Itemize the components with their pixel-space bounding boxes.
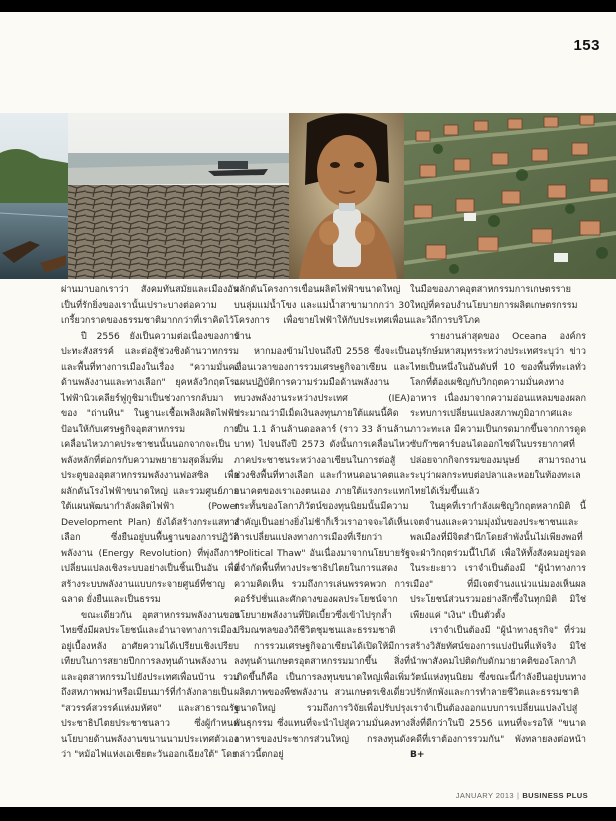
paragraph: การรวมเศรษฐกิจอาเซียนได้เปิดให้มีการลงทุนด้านเกษตรอุตสาหกรรมมากขึ้น สิ่งที่เกิดขึ้นก็คือ เป็นการลงทุนขนาดใหญ่เพื่อเพิ่มผลิตภาพของพืชพลังงาน สวนเกษตรเชิงเดี่ยวขนาดใหญ่ รวมถึงการวิจัยเพื่อปรับปรุงพันธุกรรม ซึ่งแทนที่จะนำไปสู่ความมั่นคงทางอาหารของประชากรส่วนใหญ่ กรลงทุนดังกล่าวนี้ตกอยู่ — [234, 641, 410, 760]
paragraph: รายงานล่าสุดของ Oceana องค์กรอนุรักษ์มหาสมุทรระหว่างประเทศระบุว่า ข่าวไทยเป็นหนึ่งในอันดับที่ 10 ของพื้นที่ทะเลทั่วโลกที่ต้องเผชิญกับวิกฤตความมั่นคงทางอาหาร เนื่องมาจากความอ่อนแหลมของผลกระทบการเปลี่ยนแปลงสภาพภูมิอากาศและภาวะทะเล มีความเป็นกรดมากขึ้นจากการดูดซับก๊าซคาร์บอนไดออกไซด์ในบรรยากาศที่ปล่อยจากกิจกรรมของมนุษย์ สามารถงานระบุว่าผลกระทบต่อปลาและหอยในท้องทะเลไทยได้เริ่มขึ้นแล้ว — [410, 331, 586, 497]
paragraph: หากมองข้ามไปจนถึงปี 2558 ซึ่งจะเป็นเงื่อนเวลาของการรวมเศรษฐกิจอาเซียน และแผนปฏิบัติการความร่วมมือด้านพลังงาน ทบวงพลังงานระหว่างประเทศ (IEA) ประมาณว่ามีเม็ดเงินลงทุนภายใต้แผนนี้คิดเป็น 1.1 ล้านล้านดอลลาร์ (ราว 33 ล้านล้านบาท) ไปจนถึงปี 2573 ดังนั้นการเคลื่อนไหวภาคประชาชนระหว่างอาเซียนในการต่อสู้ช่วงชิงพื้นที่ทางเลือก และกำหนดอนาคตและอนาคตของเราเองตนเอง ภายใต้แรงกระแทกกระทั้นของโลกาภิวัตน์ของทุนนิยมนั้นมีความสำคัญเป็นอย่างยิ่งไม่ช้าก็เร็วเราอาจจะได้เห็นการเปลี่ยนแปลงทางการเมืองที่เรียกว่า "Political Thaw" อันเนื่องมาจากนโยบายรัฐที่จำกัดพื้นที่ทางประชาธิปไตยในการแสดงความคิดเห็น รวมถึงการเล่นพรรคพวก การคอร์รัปชั่นและศักดางของผลประโยชน์จากนโยบายพลังงานที่ปิดเบี้ยวซึ่งเข้าไปรุกล้ำปริมณฑลของวิถีชีวิตชุมชนและธรรมชาติ — [234, 347, 410, 636]
paragraph: ในมือของภาคอุตสาหกรรมการเกษตรรายใหญ่ที่ครอบงำนโยบายการผลิตเกษตรกรรมและวิถีการบริโภค — [410, 285, 578, 326]
dry-riverbed-photo — [68, 113, 289, 279]
article-column-1 — [61, 283, 239, 764]
child-water-bottle-photo — [289, 113, 404, 279]
paragraph: ผ่านมาบอกเราว่า สังคมทันสมัยและเมืองอันเป็นที่รักยิ่งของเรานั้นเปราะบางต่อความเกรี้ยวกราดของธรรมชาติมากกว่าที่เราคิดไว้ — [61, 285, 239, 326]
paragraph — [410, 624, 586, 764]
paragraph: ขณะเดียวกัน อุตสาหกรรมพลังงานของไทยซึ่งมีผลประโยชน์และอำนาจทางการเมืองอยู่เบื้องหลัง อาศัยความได้เปรียบเชิงเปรียบเทียบในการสยายปีกการลงทุนด้านพลังงานและอุตสาหกรรมไปยังประเทศเพื่อนบ้าน รวมถึงสหภาพพม่าหรือเมียนมาร์ที่กำลังกลายเป็น "สวรรค์สวรรค์แห่งมหัศจ" และสาธารณรัฐประชาธิปไตยประชาชนลาว ซึ่งผู้กำหนดนโยบายด้านพลังงานขนานนามประเทศตัวเองว่า "หม้อไฟแห่งเอเชียตะวันออกเฉียงใต้" โดย — [61, 610, 239, 760]
page-sheet — [0, 12, 616, 807]
paragraph: ปี 2556 ยังเป็นความต่อเนื่องของการปะทะสังสรรค์ และต่อสู้ช่วงชิงด้านวาทกรรมและพื้นที่ทางการเมืองในเรื่อง "ความมั่นคงด้านพลังงานและทางเลือก" ยุคหลังวิกฤตโรงไฟฟ้านิวเคลียร์ฟูกูชิมาเป็นช่วงการกลับมาของ "ถ่านหิน" ในฐานะเชื้อเพลิงผลิตไฟฟ้าป้อนให้กับเศรษฐกิจอุตสาหกรรม การเคลื่อนไหวภาคประชาชนนั้นนอกจากจะเป็นพลังหลักที่ต่อกรกับความพยายามสุดลิ่มทิ่มประตูของอุตสาหกรรมพลังงานฟอสซิล เพื่อผลักดันโรงไฟฟ้าขนาดใหญ่ และรวมศูนย์ภายใต้แผนพัฒนากำลังผลิตไฟฟ้า (Power Development Plan) ยังได้สร้างกระแสทางเลือก ซึ่งยืนอยู่บนพื้นฐานของการปฏิวัติพลังงาน (Energy Revolution) ที่พุ่งถึงการเปลี่ยนแปลงเชิงระบบอย่างเป็นชิ้นเป็นอัน เพื่อสร้างระบบพลังงานแบบกระจายศูนย์ที่ชาญฉลาด ยั่งยืนและเป็นธรรม — [61, 331, 239, 605]
magazine-name: BUSINESS PLUS — [522, 791, 588, 800]
paragraph: ผลักดันโครงการเขื่อนผลิตไฟฟ้าขนาดใหญ่บนลุ่มแม่น้ำโขง และแม่น้ำสาขามากกว่า 30 โครงการ เพื่อขายไฟฟ้าให้กับประเทศเพื่อนบ้าน — [234, 285, 410, 342]
flooded-city-aerial-photo — [404, 113, 616, 279]
article-end-mark: B+ — [410, 750, 425, 760]
paragraph: ในยุคที่เรากำลังเผชิญวิกฤตหลากมิติ นี้ เจตจำนงและความมุ่งมั่นของประชาชนและพลเมืองที่มีจิตสำนึกโดยลำพังนั้นไม่เพียงพอที่จะฝ่าวิกฤตร่วมนี้ไปได้ เพื่อให้ทั้งสังคมอยู่รอดในระยะยาว เราจำเป็นต้องมี "ผู้นำทางการเมือง" ที่มีเจตจำนงแน่วแน่มองเห็นผลประโยชน์ส่วนรวมอย่างลึกซึ้งในทุกมิติ มิใช่เพียงแค่ "เงิน" เป็นตัวตั้ง — [410, 502, 586, 621]
issue-date: JANUARY 2013 — [455, 791, 514, 800]
footer-separator: | — [517, 791, 520, 800]
paragraph-text: เราจำเป็นต้องมี "ผู้นำทางธุรกิจ" ที่ร่วมสร้างวิสัยทัศน์ของการแบ่งปันที่แท้จริง มิใช่นำพาสังคมไปติดกับดักมายาคติของโลกาภิวัตน์แห่งทุนนิยม ซึ่งขณะนี้กำลังยืนอยู่บนทางปรักหักพังและการทำลายชีวิตและธรรมชาติ เราจำเป็นต้องออกแบบการเปลี่ยนแปลงไปสู่สิ่งที่ดีกว่าในปี 2556 แทนที่จะรอให้ "ขนาดคดีที่เราต้องการรวมกัน" พังทลายลงต่อหน้า — [410, 626, 586, 745]
page-number: 153 — [573, 37, 600, 54]
page-footer — [456, 791, 588, 800]
reservoir-photo — [0, 113, 68, 279]
article-column-2 — [234, 283, 410, 764]
article-column-3 — [410, 283, 586, 764]
